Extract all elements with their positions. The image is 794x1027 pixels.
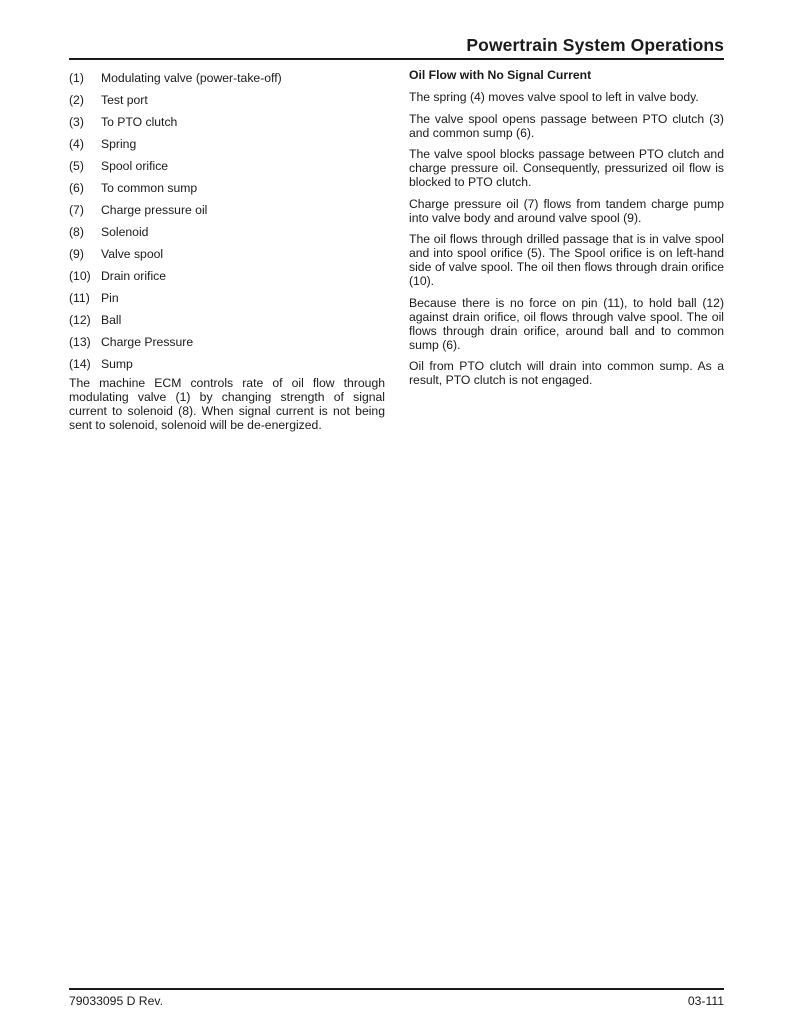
legend-item	[69, 331, 385, 353]
body-paragraph: Charge pressure oil (7) flows from tandem charge pump into valve body and around valve spool (9).	[409, 196, 724, 225]
legend-item	[69, 67, 385, 89]
body-paragraph: Because there is no force on pin (11), to hold ball (12) against drain orifice, oil flows through valve spool. The oil flows through drain orifice, around ball and to common sump (6).	[409, 295, 724, 352]
legend-item	[69, 177, 385, 199]
legend-text: Charge pressure oil	[101, 203, 208, 217]
legend-number: (2)	[69, 93, 84, 107]
legend-number: (9)	[69, 247, 84, 261]
legend-item	[69, 111, 385, 133]
legend-item	[69, 353, 385, 375]
header-divider	[69, 58, 724, 60]
legend-number: (11)	[69, 291, 90, 305]
legend-text: Spring	[101, 137, 137, 151]
legend-item	[69, 133, 385, 155]
page-title: Powertrain System Operations	[466, 35, 724, 55]
legend-text: Solenoid	[101, 225, 149, 239]
body-paragraph: Oil from PTO clutch will drain into common sump. As a result, PTO clutch is not engaged.	[409, 359, 724, 387]
legend-item	[69, 155, 385, 177]
legend-number: (5)	[69, 159, 84, 173]
legend-number: (12)	[69, 313, 91, 327]
page-number: 03-111	[687, 994, 724, 1008]
legend-item	[69, 221, 385, 243]
legend-item	[69, 309, 385, 331]
body-paragraph: The valve spool blocks passage between PTO clutch and charge pressure oil. Consequently, pressurized oil flow is blocked to PTO clutch.	[409, 147, 724, 189]
legend-text: Valve spool	[101, 247, 164, 261]
legend-number: (10)	[69, 269, 91, 283]
legend-number: (8)	[69, 225, 84, 239]
legend-text: To common sump	[101, 181, 198, 195]
legend-number: (7)	[69, 203, 84, 217]
legend-item	[69, 199, 385, 221]
callout-legend	[69, 67, 385, 375]
right-column	[409, 67, 724, 395]
legend-number: (1)	[69, 71, 84, 85]
section-heading: Oil Flow with No Signal Current	[409, 68, 592, 82]
legend-text: Drain orifice	[101, 269, 167, 283]
legend-item	[69, 265, 385, 287]
legend-text: Modulating valve (power-take-off)	[101, 71, 282, 85]
footer-divider	[69, 988, 724, 990]
legend-number: (4)	[69, 137, 84, 151]
legend-text: Pin	[101, 291, 119, 305]
body-paragraph: The valve spool opens passage between PTO clutch (3) and common sump (6).	[409, 111, 724, 140]
document-number: 79033095 D Rev.	[69, 994, 163, 1008]
left-column	[69, 67, 385, 440]
legend-number: (3)	[69, 115, 84, 129]
legend-text: To PTO clutch	[101, 115, 178, 129]
legend-text: Charge Pressure	[101, 335, 194, 349]
legend-item	[69, 287, 385, 309]
ecm-description-paragraph: The machine ECM controls rate of oil flow through modulating valve (1) by changing strength of signal current to solenoid (8). When signal current is not being sent to solenoid, solenoid will be de-energized.	[69, 376, 385, 432]
body-paragraph: The spring (4) moves valve spool to left in valve body.	[409, 90, 699, 104]
legend-number: (14)	[69, 357, 91, 371]
legend-number: (6)	[69, 181, 84, 195]
legend-text: Test port	[101, 93, 148, 107]
legend-text: Spool orifice	[101, 159, 169, 173]
body-paragraph: The oil flows through drilled passage that is in valve spool and into spool orifice (5). The Spool orifice is on left-hand side of valve spool. The oil then flows through drain orifice (10).	[409, 232, 724, 288]
legend-item	[69, 89, 385, 111]
legend-item	[69, 243, 385, 265]
legend-number: (13)	[69, 335, 91, 349]
legend-text: Ball	[101, 313, 122, 327]
legend-text: Sump	[101, 357, 133, 371]
